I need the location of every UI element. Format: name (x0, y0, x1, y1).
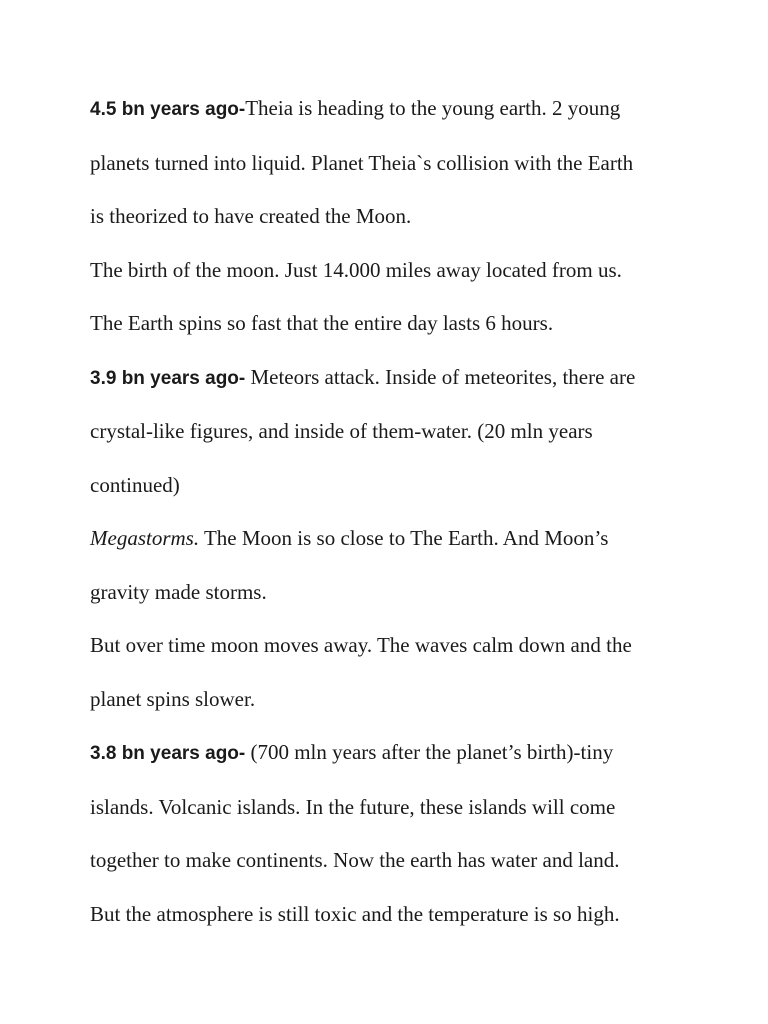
paragraph-moon-moves-away (90, 619, 700, 726)
paragraph-moon-birth (90, 244, 700, 351)
text-span: The Moon is so close to The Earth. And Moon’s (199, 526, 609, 550)
text-line: together to make continents. Now the earth has water and land. (90, 848, 620, 872)
text-span: (700 mln years after the planet’s birth)-tiny (245, 740, 614, 764)
text-line: But over time moon moves away. The waves calm down and the (90, 633, 632, 657)
text-line: But the atmosphere is still toxic and the temperature is so high. (90, 901, 620, 926)
text-line: planets turned into liquid. Planet Theia`s collision with the Earth (90, 150, 634, 175)
text-span: Theia is heading to the young earth. 2 young (245, 96, 621, 120)
text-line: continued) (90, 472, 180, 497)
document-body (90, 82, 700, 941)
paragraph-theia (90, 82, 700, 244)
era-heading-3-8bn: 3.8 bn years ago- (90, 743, 246, 764)
text-span: Meteors attack. Inside of meteorites, there are (245, 364, 636, 389)
text-line: planet spins slower. (90, 686, 256, 711)
italic-term-megastorms: Megastorms. (90, 526, 200, 550)
era-heading-3-9bn: 3.9 bn years ago- (90, 367, 246, 389)
paragraph-meteors (90, 351, 700, 513)
text-line (90, 512, 700, 566)
text-line: is theorized to have created the Moon. (90, 204, 412, 228)
text-line: gravity made storms. (90, 579, 267, 604)
era-heading-4-5bn: 4.5 bn years ago- (90, 99, 246, 120)
text-line: The Earth spins so fast that the entire day lasts 6 hours. (90, 311, 554, 335)
text-line: crystal-like figures, and inside of them-water. (20 mln years (90, 419, 593, 443)
paragraph-islands (90, 726, 700, 941)
text-line (90, 351, 700, 406)
paragraph-megastorms (90, 512, 700, 619)
text-line (90, 726, 700, 781)
text-line (90, 82, 700, 137)
text-line: The birth of the moon. Just 14.000 miles away located from us. (90, 257, 622, 282)
text-line: islands. Volcanic islands. In the future, these islands will come (90, 794, 616, 819)
